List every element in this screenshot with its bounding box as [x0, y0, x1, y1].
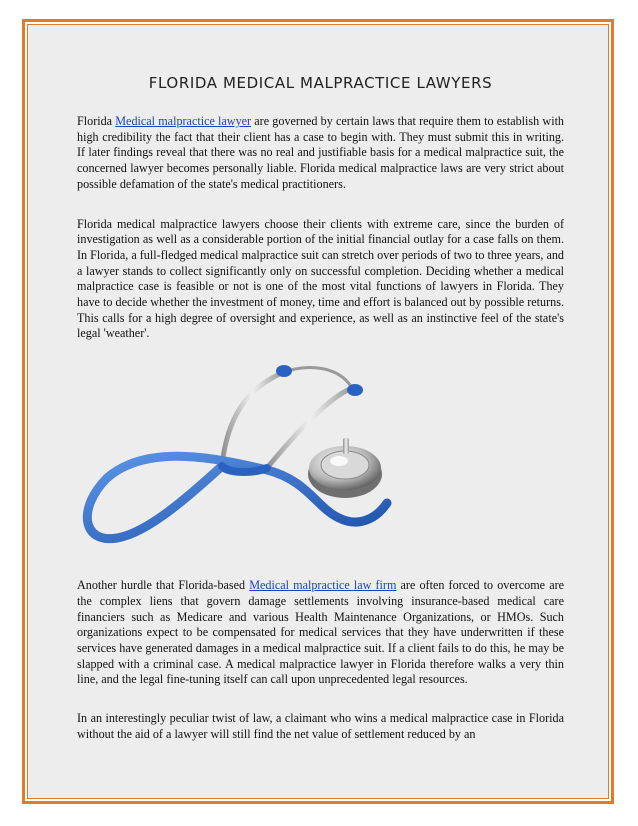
- document-body: [77, 40, 564, 742]
- paragraph-3-text-end: are often forced to overcome are the complex liens that govern damage settlements involving insurance-based medical care financiers such as Medicare and various Health Maintenance Organizations, or HMOs. Such organizations expect to be compensated for medical services that they have underwritten if these services have generated damages in a medical malpractice suit. If a client fails to do this, he may be slapped with a criminal case. A medical malpractice lawyer in Florida therefore walks a very thin line, and the legal fine-tuning itself can call upon unprecedented legal resources.: [77, 578, 565, 687]
- stethoscope-illustration: [77, 348, 564, 560]
- document-title: FLORIDA MEDICAL MALPRACTICE LAWYERS: [148, 74, 493, 92]
- paragraph-1: [77, 114, 564, 193]
- paragraph-2: Florida medical malpractice lawyers choose their clients with extreme care, since the burden of investigation as well as a considerable portion of the initial financial outlay for a case falls on them. In Florida, a full-fledged medical malpractice suit can stretch over periods of two to three years, and a lawyer stands to collect significantly only on successful completion. Deciding whether a medical malpractice case is feasible or not is one of the most vital functions of lawyers in Florida. They have to decide whether the investment of money, time and effort is balanced out by possible returns. This calls for a high degree of oversight and experience, as well as an instinctive feel of the state's legal 'weather'.: [77, 216, 564, 341]
- paragraph-1-text-start: Florida: [77, 114, 116, 128]
- paragraph-3-text-start: Another hurdle that Florida-based: [77, 578, 250, 593]
- paragraph-4: In an interestingly peculiar twist of law, a claimant who wins a medical malpractice case in Florida without the aid of a lawyer will still find the net value of settlement reduced by an: [77, 711, 564, 741]
- medical-malpractice-lawyer-link[interactable]: Medical malpractice lawyer: [115, 114, 252, 128]
- paragraph-3: [77, 578, 564, 688]
- medical-malpractice-law-firm-link[interactable]: Medical malpractice law firm: [249, 578, 397, 593]
- stethoscope-image: [77, 348, 564, 560]
- paragraph-1-text-end: are governed by certain laws that require them to establish with high credibility the fact that their client has a case to begin with. They must submit this in writing. If later findings reveal that there was no real and justifiable basis for a medical malpractice suit, the concerned lawyer becomes personally liable. Florida medical malpractice laws are very strict about possible defamation of the state's medical practitioners.: [77, 114, 565, 191]
